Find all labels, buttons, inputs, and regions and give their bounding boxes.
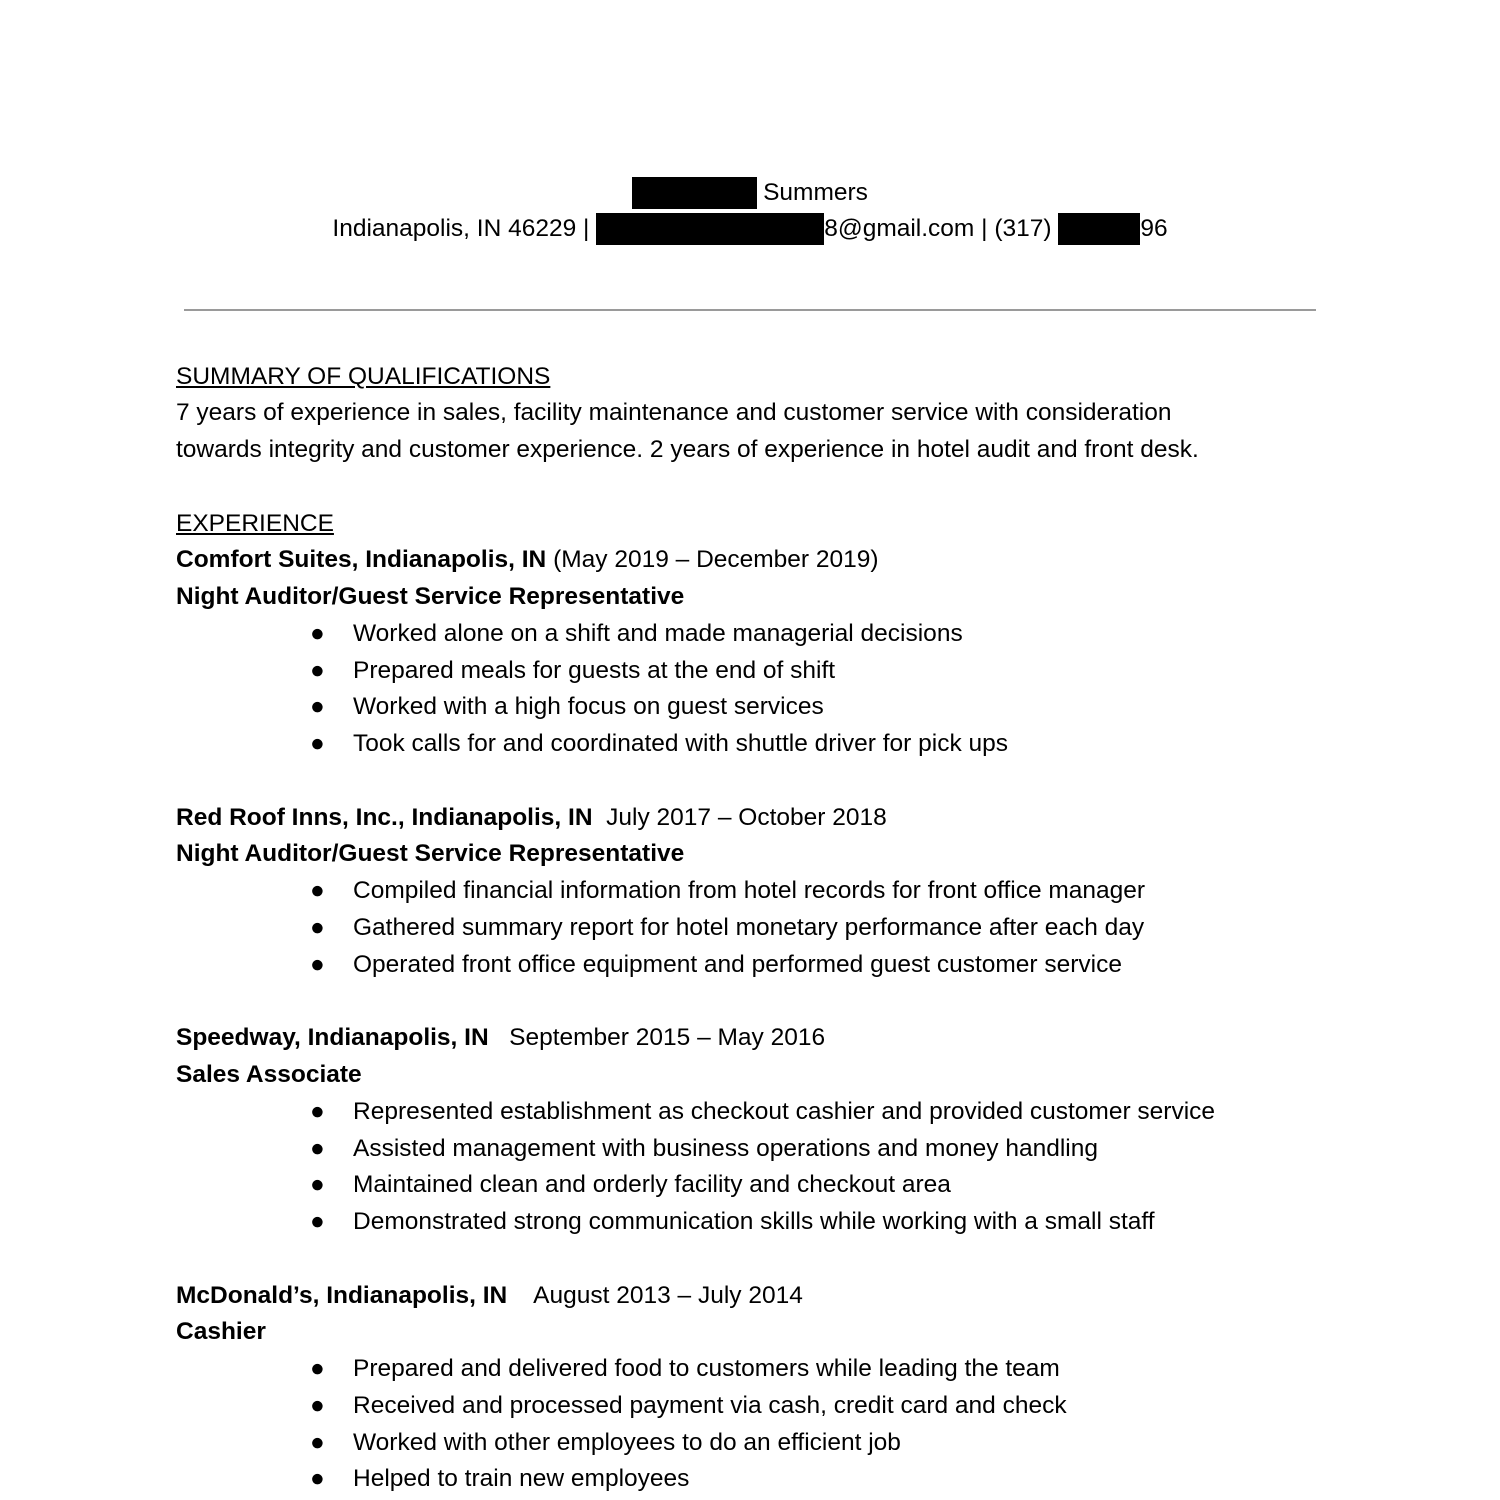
bullet-item (310, 949, 1122, 981)
job-title (176, 1316, 266, 1348)
bullet-icon: ● (310, 1135, 325, 1162)
bullet-icon: ● (310, 730, 325, 757)
section-heading: EXPERIENCE (176, 510, 334, 537)
bullet-item (310, 655, 835, 687)
job-title-text: Night Auditor/Guest Service Representative (176, 840, 685, 867)
bullet-text: Helped to train new employees (353, 1465, 690, 1492)
bullet-icon: ● (310, 620, 325, 647)
bullet-text: Represented establishment as checkout cashier and provided customer service (353, 1098, 1216, 1125)
bullet-text: Took calls for and coordinated with shuttle driver for pick ups (353, 730, 1009, 757)
bullet-text: Prepared meals for guests at the end of shift (353, 657, 836, 684)
bullet-item (310, 1390, 1067, 1422)
bullet-icon: ● (310, 1392, 325, 1419)
bullet-item (310, 618, 963, 650)
job-title (176, 838, 684, 870)
summary-heading (176, 361, 550, 393)
bullet-text: Worked alone on a shift and made managerial decisions (353, 620, 963, 647)
experience-heading (176, 508, 334, 540)
bullet-text: Operated front office equipment and performed guest customer service (353, 951, 1122, 978)
bullet-icon: ● (310, 1429, 325, 1456)
job-dates: July 2017 – October 2018 (592, 804, 887, 831)
phone-suffix: 96 (1140, 215, 1168, 242)
job-title-text: Night Auditor/Guest Service Representative (176, 583, 685, 610)
employer: Comfort Suites, Indianapolis, IN (176, 546, 547, 573)
summary-line (176, 434, 1199, 466)
redacted-phone (1058, 213, 1140, 245)
location: Indianapolis, IN 46229 | (332, 215, 597, 242)
bullet-icon: ● (310, 1355, 325, 1382)
job-dates: (May 2019 – December 2019) (546, 546, 879, 573)
job-header (176, 544, 879, 576)
bullet-icon: ● (310, 657, 325, 684)
last-name: Summers (763, 179, 868, 206)
job-header (176, 1022, 825, 1054)
bullet-icon: ● (310, 914, 325, 941)
job-title-text: Sales Associate (176, 1061, 362, 1088)
bullet-text: Assisted management with business operations and money handling (353, 1135, 1098, 1162)
job-title (176, 1059, 362, 1091)
job-header (176, 802, 887, 834)
divider (184, 309, 1316, 311)
employer: Red Roof Inns, Inc., Indianapolis, IN (176, 804, 593, 831)
job-dates: August 2013 – July 2014 (507, 1282, 803, 1309)
contact-line (0, 213, 1500, 245)
bullet-item (310, 1427, 901, 1459)
bullet-item (310, 1133, 1098, 1165)
bullet-item (310, 1169, 951, 1201)
job-title-text: Cashier (176, 1318, 266, 1345)
bullet-text: Prepared and delivered food to customers while leading the team (353, 1355, 1060, 1382)
bullet-text: Compiled financial information from hotel records for front office manager (353, 877, 1146, 904)
bullet-icon: ● (310, 877, 325, 904)
summary-text: towards integrity and customer experience. 2 years of experience in hotel audit and front desk. (176, 436, 1199, 463)
summary-text: 7 years of experience in sales, facility maintenance and customer service with consideration (176, 399, 1172, 426)
bullet-text: Gathered summary report for hotel monetary performance after each day (353, 914, 1145, 941)
bullet-text: Received and processed payment via cash, credit card and check (353, 1392, 1067, 1419)
bullet-text: Demonstrated strong communication skills while working with a small staff (353, 1208, 1155, 1235)
redacted-email (596, 213, 824, 245)
job-title (176, 581, 684, 613)
bullet-item (310, 875, 1145, 907)
bullet-item (310, 912, 1144, 944)
bullet-item (310, 691, 824, 723)
bullet-icon: ● (310, 1465, 325, 1492)
bullet-item (310, 1206, 1155, 1238)
bullet-item (310, 1353, 1060, 1385)
job-header (176, 1280, 803, 1312)
name-line (0, 177, 1500, 209)
bullet-icon: ● (310, 951, 325, 978)
bullet-icon: ● (310, 1098, 325, 1125)
bullet-icon: ● (310, 693, 325, 720)
employer: Speedway, Indianapolis, IN (176, 1024, 489, 1051)
bullet-icon: ● (310, 1208, 325, 1235)
job-dates: September 2015 – May 2016 (488, 1024, 826, 1051)
email-phone: 8@gmail.com | (317) (824, 215, 1059, 242)
section-heading: SUMMARY OF QUALIFICATIONS (176, 363, 551, 390)
redacted-first-name (632, 177, 757, 209)
summary-line (176, 397, 1171, 429)
bullet-item (310, 1096, 1215, 1128)
bullet-text: Worked with other employees to do an efficient job (353, 1429, 901, 1456)
bullet-icon: ● (310, 1171, 325, 1198)
bullet-text: Worked with a high focus on guest services (353, 693, 824, 720)
bullet-item (310, 1463, 689, 1495)
bullet-item (310, 728, 1008, 760)
employer: McDonald’s, Indianapolis, IN (176, 1282, 508, 1309)
bullet-text: Maintained clean and orderly facility and checkout area (353, 1171, 951, 1198)
